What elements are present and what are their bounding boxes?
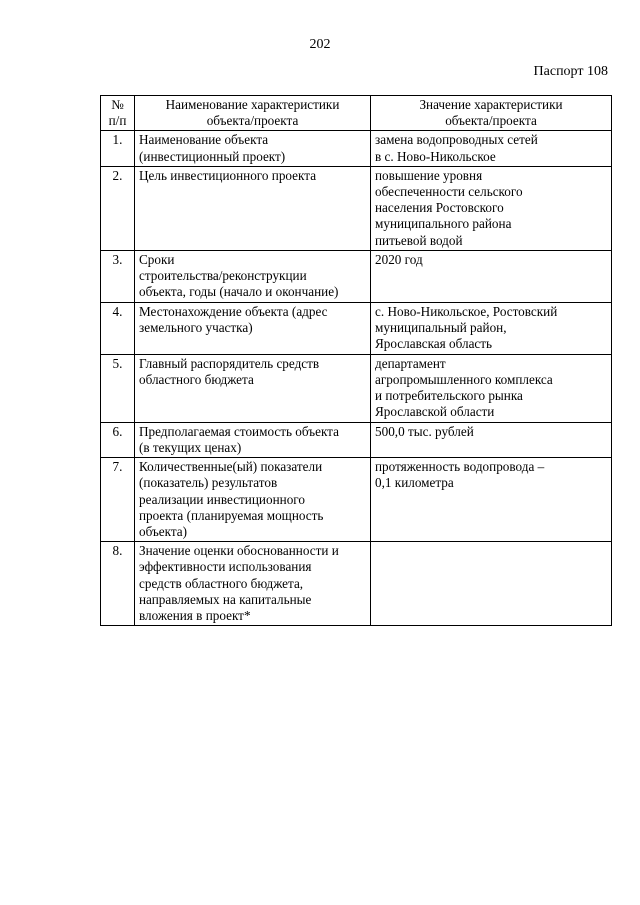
passport-label: Паспорт 108 bbox=[533, 64, 608, 79]
row-characteristic-name: Главный распорядитель средств областного бюджета bbox=[135, 354, 371, 422]
row-characteristic-value: 2020 год bbox=[371, 250, 612, 302]
row-characteristic-value bbox=[371, 542, 612, 626]
header-characteristic-name: Наименование характеристики объекта/проекта bbox=[135, 96, 371, 131]
table-row bbox=[101, 302, 612, 354]
page-number: 202 bbox=[309, 37, 331, 52]
row-number: 7. bbox=[101, 458, 135, 542]
row-number: 3. bbox=[101, 250, 135, 302]
row-number: 5. bbox=[101, 354, 135, 422]
header-number: № п/п bbox=[101, 96, 135, 131]
row-number: 2. bbox=[101, 166, 135, 250]
table-row bbox=[101, 422, 612, 457]
table-header-row bbox=[101, 96, 612, 131]
row-characteristic-value: департамент агропромышленного комплекса и потребительского рынка Ярославской области bbox=[371, 354, 612, 422]
row-characteristic-value: повышение уровня обеспеченности сельского населения Ростовского муниципального района питьевой водой bbox=[371, 166, 612, 250]
header-characteristic-value: Значение характеристики объекта/проекта bbox=[371, 96, 612, 131]
row-characteristic-value: замена водопроводных сетей в с. Ново-Никольское bbox=[371, 131, 612, 166]
row-characteristic-name: Значение оценки обоснованности и эффективности использования средств областного бюджета, направляемых на капитальные вложения в проект* bbox=[135, 542, 371, 626]
row-characteristic-value: протяженность водопровода – 0,1 километра bbox=[371, 458, 612, 542]
row-number: 8. bbox=[101, 542, 135, 626]
table-row bbox=[101, 354, 612, 422]
row-characteristic-name: Количественные(ый) показатели (показатель) результатов реализации инвестиционного проекта (планируемая мощность объекта) bbox=[135, 458, 371, 542]
row-number: 1. bbox=[101, 131, 135, 166]
row-characteristic-name: Местонахождение объекта (адрес земельного участка) bbox=[135, 302, 371, 354]
row-number: 6. bbox=[101, 422, 135, 457]
row-characteristic-value: с. Ново-Никольское, Ростовский муниципальный район, Ярославская область bbox=[371, 302, 612, 354]
row-characteristic-name: Цель инвестиционного проекта bbox=[135, 166, 371, 250]
table-row bbox=[101, 542, 612, 626]
row-characteristic-name: Предполагаемая стоимость объекта (в текущих ценах) bbox=[135, 422, 371, 457]
table-row bbox=[101, 166, 612, 250]
row-number: 4. bbox=[101, 302, 135, 354]
row-characteristic-name: Сроки строительства/реконструкции объекта, годы (начало и окончание) bbox=[135, 250, 371, 302]
table-row bbox=[101, 250, 612, 302]
row-characteristic-name: Наименование объекта (инвестиционный проект) bbox=[135, 131, 371, 166]
table-row bbox=[101, 131, 612, 166]
table-row bbox=[101, 458, 612, 542]
passport-table bbox=[100, 95, 612, 626]
row-characteristic-value: 500,0 тыс. рублей bbox=[371, 422, 612, 457]
